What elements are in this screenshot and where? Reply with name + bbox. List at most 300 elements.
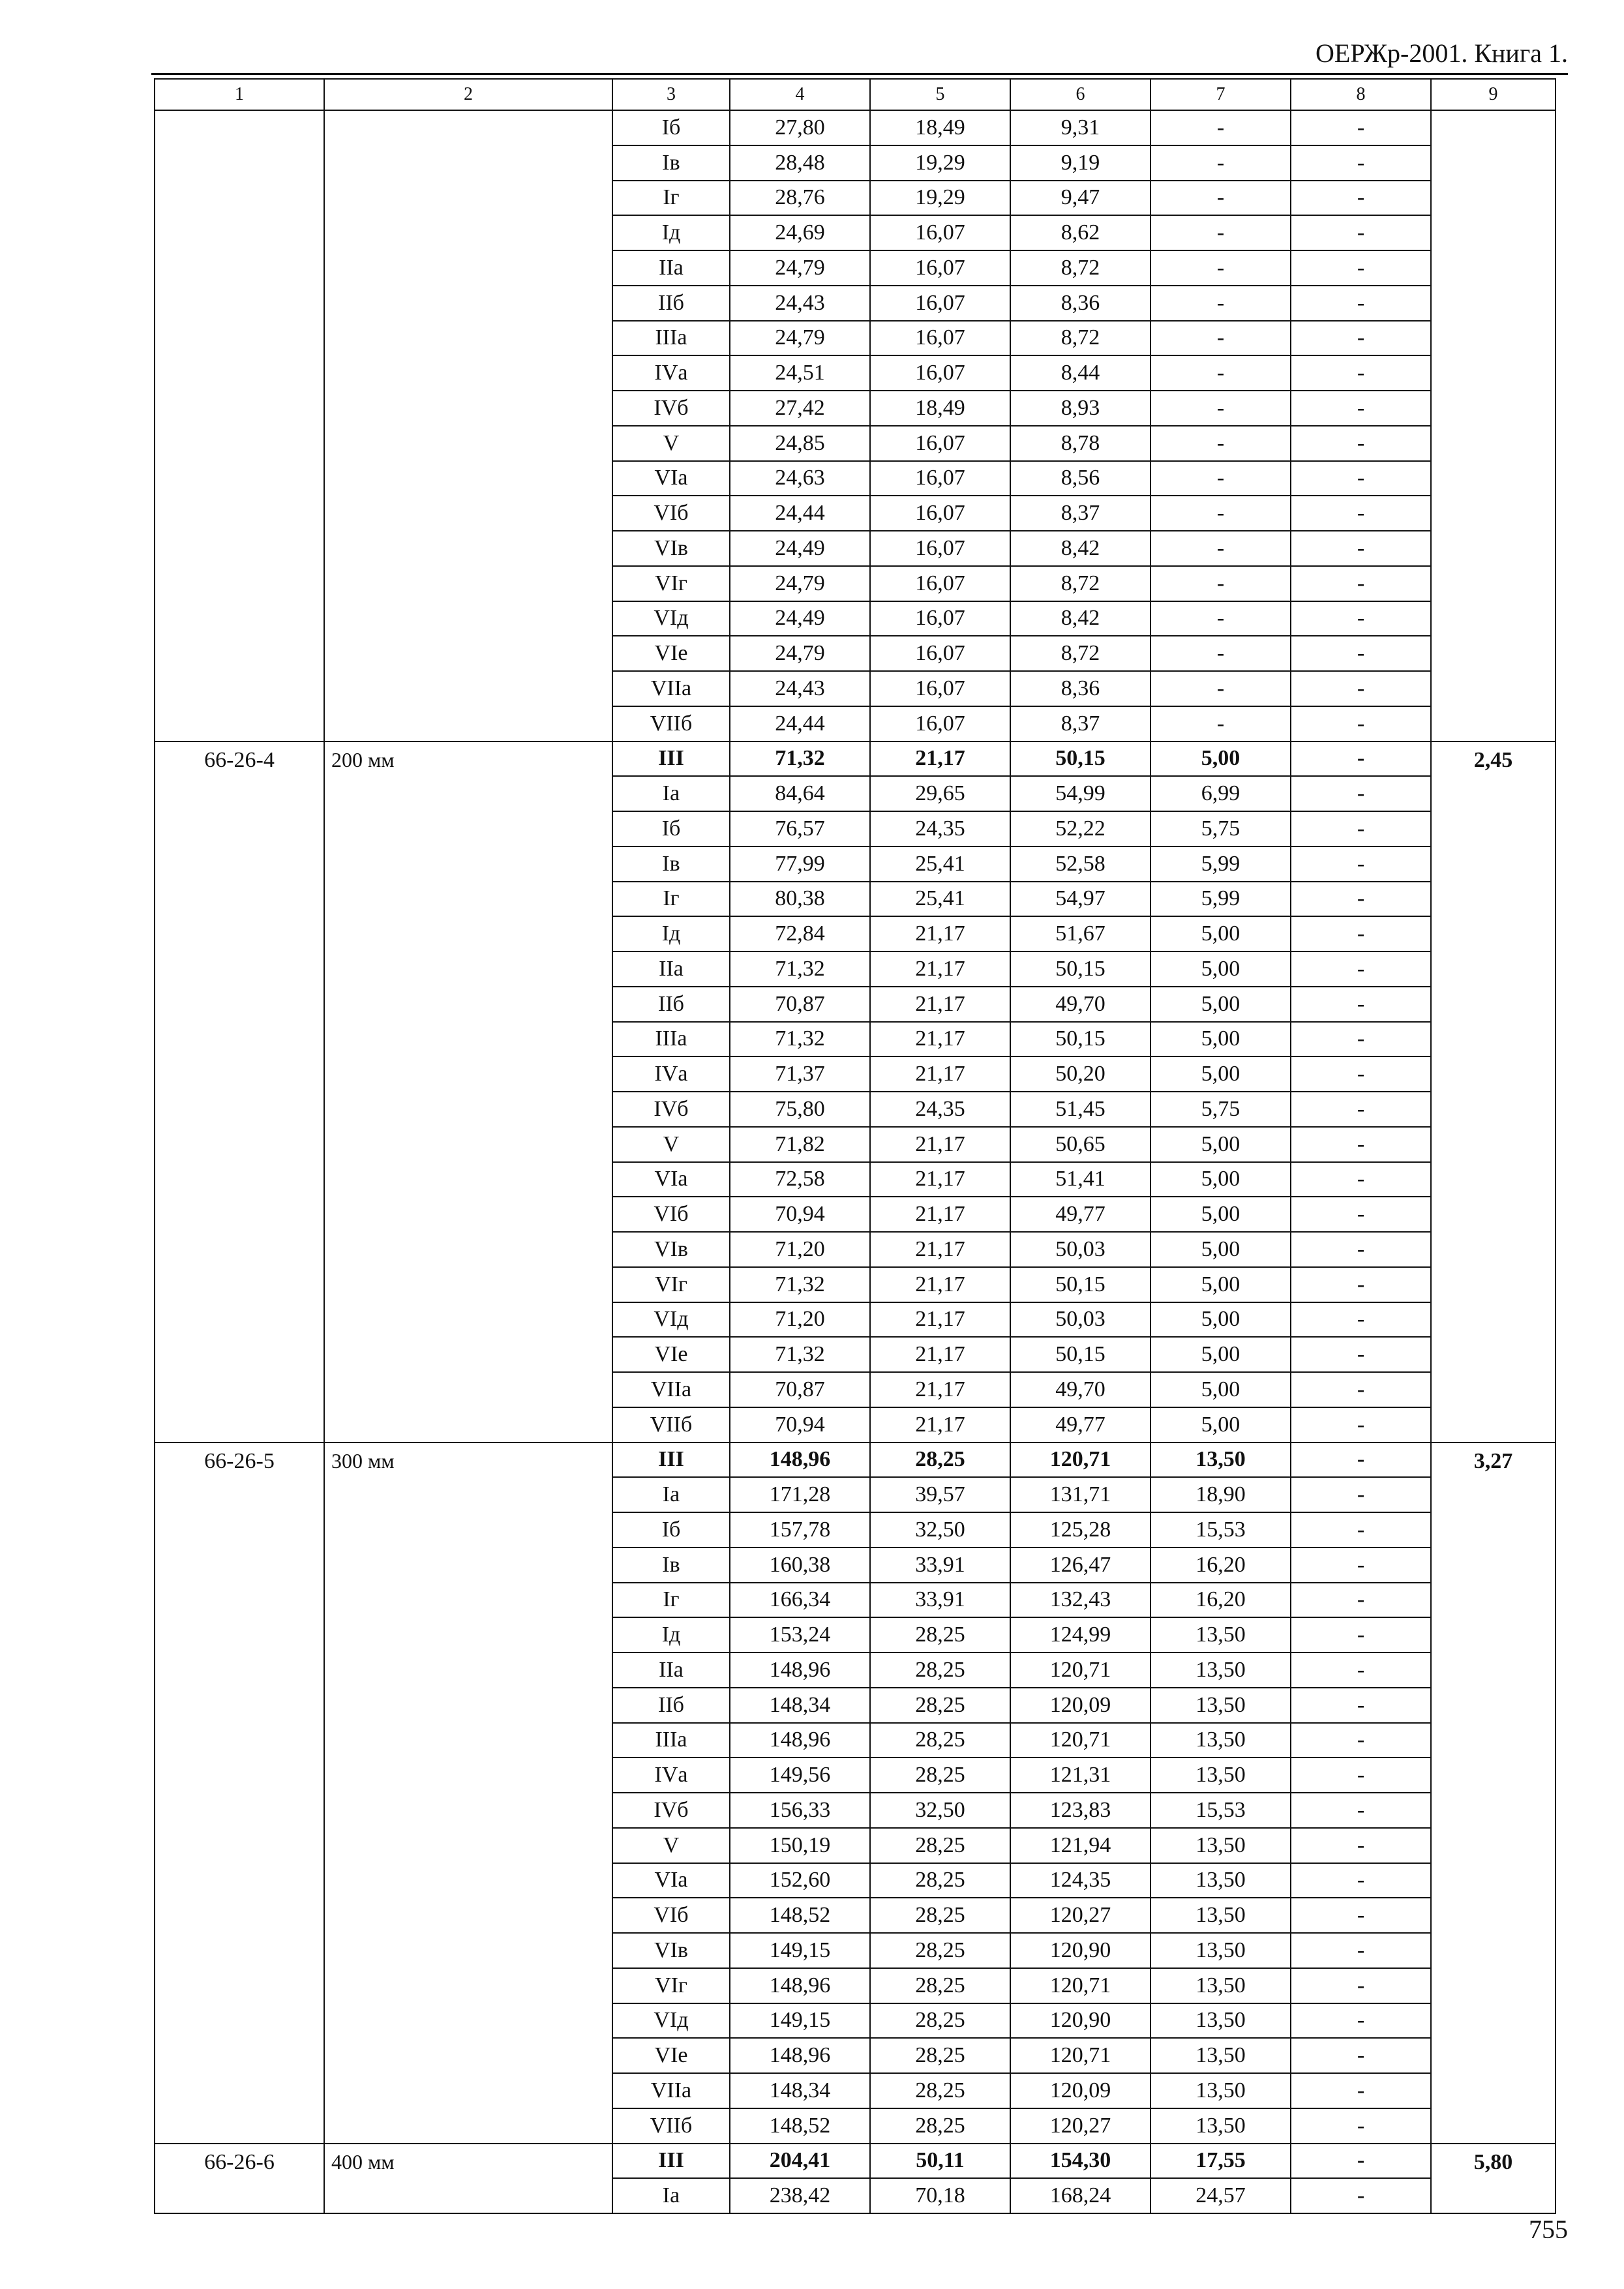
table-cell: 148,52: [730, 2108, 870, 2144]
table-cell: 16,07: [870, 426, 1010, 461]
table-cell: 13,50: [1150, 1688, 1291, 1723]
table-cell: -: [1291, 1863, 1431, 1898]
column-number: 4: [730, 79, 870, 110]
table-cell: -: [1291, 1583, 1431, 1618]
table-cell: 17,55: [1150, 2144, 1291, 2179]
table-cell: -: [1291, 1443, 1431, 1478]
table-cell: -: [1150, 110, 1291, 145]
table-cell: 71,32: [730, 741, 870, 777]
table-cell: 21,17: [870, 1056, 1010, 1092]
table-cell: -: [1150, 706, 1291, 741]
table-cell: -: [1291, 531, 1431, 566]
table-cell: 24,44: [730, 706, 870, 741]
table-cell: 5,00: [1150, 1337, 1291, 1372]
table-cell: -: [1291, 1092, 1431, 1127]
item-code: 66-26-6: [155, 2144, 324, 2214]
table-cell: -: [1291, 882, 1431, 917]
table-cell: -: [1291, 566, 1431, 601]
table-cell: VIе: [612, 2038, 730, 2073]
table-cell: 49,70: [1010, 1372, 1150, 1407]
item-code: 66-26-5: [155, 1443, 324, 2144]
table-cell: 28,25: [870, 2108, 1010, 2144]
table-cell: -: [1291, 250, 1431, 286]
table-cell: 28,25: [870, 2038, 1010, 2073]
table-cell: Iв: [612, 1548, 730, 1583]
table-row: [155, 110, 1556, 145]
table-cell: IIб: [612, 987, 730, 1022]
table-cell: -: [1150, 531, 1291, 566]
item-code: 66-26-4: [155, 741, 324, 1443]
table-cell: 8,37: [1010, 496, 1150, 531]
table-cell: 32,50: [870, 1793, 1010, 1828]
table-cell: 21,17: [870, 1022, 1010, 1057]
table-cell: 29,65: [870, 776, 1010, 811]
table-cell: -: [1291, 1898, 1431, 1933]
table-cell: IVа: [612, 1056, 730, 1092]
table-cell: 28,25: [870, 1898, 1010, 1933]
table-cell: 24,44: [730, 496, 870, 531]
item-size: 400 мм: [324, 2144, 612, 2214]
table-cell: 13,50: [1150, 1828, 1291, 1863]
table-cell: 132,43: [1010, 1583, 1150, 1618]
table-cell: -: [1150, 145, 1291, 181]
table-cell: 71,20: [730, 1232, 870, 1267]
table-cell: VIа: [612, 1162, 730, 1197]
table-cell: 8,36: [1010, 671, 1150, 706]
table-cell: -: [1291, 2073, 1431, 2108]
table-cell: 16,07: [870, 250, 1010, 286]
table-cell: III: [612, 2144, 730, 2179]
table-cell: VIIа: [612, 2073, 730, 2108]
table-cell: IIб: [612, 1688, 730, 1723]
table-cell: VIIа: [612, 1372, 730, 1407]
table-cell: IVа: [612, 1758, 730, 1793]
table-cell: 33,91: [870, 1548, 1010, 1583]
table-cell: 21,17: [870, 1407, 1010, 1443]
table-cell: 49,70: [1010, 987, 1150, 1022]
column-number: 7: [1150, 79, 1291, 110]
table-cell: 70,94: [730, 1197, 870, 1232]
table-cell: -: [1291, 1056, 1431, 1092]
table-cell: 8,44: [1010, 355, 1150, 391]
table-cell: 9,47: [1010, 181, 1150, 216]
table-cell: 16,07: [870, 461, 1010, 496]
table-cell: -: [1291, 1828, 1431, 1863]
table-cell: -: [1291, 1548, 1431, 1583]
table-cell: -: [1150, 636, 1291, 671]
table-cell: 171,28: [730, 1477, 870, 1512]
table-cell: 156,33: [730, 1793, 870, 1828]
table-cell: -: [1291, 1793, 1431, 1828]
table-cell: VIIб: [612, 1407, 730, 1443]
table-cell: 8,42: [1010, 601, 1150, 636]
table-cell: -: [1291, 2108, 1431, 2144]
table-cell: 124,99: [1010, 1617, 1150, 1653]
table-cell: -: [1291, 1477, 1431, 1512]
table-cell: 71,32: [730, 951, 870, 987]
column-number: 9: [1431, 79, 1556, 110]
table-cell: 21,17: [870, 1232, 1010, 1267]
table-cell: -: [1291, 1407, 1431, 1443]
column-number-row: [155, 79, 1556, 110]
table-cell: 5,00: [1150, 1232, 1291, 1267]
table-cell: 8,56: [1010, 461, 1150, 496]
table-cell: -: [1291, 1232, 1431, 1267]
table-cell: 5,00: [1150, 741, 1291, 777]
table-cell: 5,00: [1150, 1162, 1291, 1197]
table-cell: IIб: [612, 286, 730, 321]
table-cell: 160,38: [730, 1548, 870, 1583]
table-cell: 16,20: [1150, 1583, 1291, 1618]
table-cell: 13,50: [1150, 1968, 1291, 2003]
table-cell: -: [1291, 811, 1431, 846]
table-cell: VIв: [612, 531, 730, 566]
table-cell: 8,72: [1010, 566, 1150, 601]
table-cell: 120,71: [1010, 1443, 1150, 1478]
table-cell: 120,71: [1010, 1653, 1150, 1688]
table-cell: 148,34: [730, 2073, 870, 2108]
table-cell: 16,07: [870, 566, 1010, 601]
table-cell: -: [1291, 1723, 1431, 1758]
table-cell: -: [1291, 286, 1431, 321]
table-cell: 8,62: [1010, 215, 1150, 250]
table-cell: 28,25: [870, 1653, 1010, 1688]
table-cell: 5,00: [1150, 1267, 1291, 1302]
table-cell: 16,07: [870, 286, 1010, 321]
table-cell: Iа: [612, 2178, 730, 2213]
table-cell: IIа: [612, 1653, 730, 1688]
table-cell: 21,17: [870, 741, 1010, 777]
table-cell: 50,15: [1010, 741, 1150, 777]
table-cell: 52,22: [1010, 811, 1150, 846]
table-cell: -: [1291, 636, 1431, 671]
table-cell: 21,17: [870, 1372, 1010, 1407]
table-cell: 126,47: [1010, 1548, 1150, 1583]
table-cell: 54,99: [1010, 776, 1150, 811]
table-cell: 70,87: [730, 987, 870, 1022]
table-cell: 148,96: [730, 1653, 870, 1688]
table-cell: Iг: [612, 882, 730, 917]
table-cell: 28,25: [870, 1863, 1010, 1898]
table-cell: 24,51: [730, 355, 870, 391]
table-cell: 5,75: [1150, 1092, 1291, 1127]
table-cell: 120,09: [1010, 1688, 1150, 1723]
table-cell: 54,97: [1010, 882, 1150, 917]
table-cell: -: [1150, 671, 1291, 706]
table-cell: 13,50: [1150, 1933, 1291, 1968]
table-cell: 8,72: [1010, 636, 1150, 671]
table-cell: IIа: [612, 250, 730, 286]
table-cell: -: [1291, 741, 1431, 777]
table-cell: 5,00: [1150, 1127, 1291, 1162]
table-cell: 5,00: [1150, 1372, 1291, 1407]
item-size: [324, 110, 612, 741]
table-cell: 5,00: [1150, 1022, 1291, 1057]
table-cell: 27,80: [730, 110, 870, 145]
table-cell: 21,17: [870, 1162, 1010, 1197]
table-cell: 13,50: [1150, 2038, 1291, 2073]
table-cell: 124,35: [1010, 1863, 1150, 1898]
table-cell: 24,69: [730, 215, 870, 250]
table-cell: 19,29: [870, 145, 1010, 181]
table-cell: 168,24: [1010, 2178, 1150, 2213]
table-cell: -: [1291, 145, 1431, 181]
item-total: [1431, 110, 1556, 741]
table-cell: 24,79: [730, 566, 870, 601]
table-cell: -: [1291, 987, 1431, 1022]
table-cell: 28,76: [730, 181, 870, 216]
table-cell: VIв: [612, 1933, 730, 1968]
table-cell: 13,50: [1150, 1758, 1291, 1793]
table-cell: 16,07: [870, 636, 1010, 671]
table-cell: 28,25: [870, 1933, 1010, 1968]
table-cell: VIб: [612, 496, 730, 531]
table-cell: Iд: [612, 1617, 730, 1653]
table-cell: 5,00: [1150, 951, 1291, 987]
table-cell: -: [1291, 916, 1431, 951]
column-number: 8: [1291, 79, 1431, 110]
table-cell: -: [1291, 706, 1431, 741]
table-cell: 157,78: [730, 1512, 870, 1548]
table-cell: -: [1150, 426, 1291, 461]
table-cell: 25,41: [870, 846, 1010, 882]
table-cell: 13,50: [1150, 2073, 1291, 2108]
table-cell: -: [1291, 391, 1431, 426]
table-cell: 16,07: [870, 355, 1010, 391]
table-cell: VIб: [612, 1197, 730, 1232]
table-cell: 120,27: [1010, 1898, 1150, 1933]
table-cell: 131,71: [1010, 1477, 1150, 1512]
table-row: [155, 1443, 1556, 1478]
table-row: [155, 2144, 1556, 2179]
table-cell: -: [1150, 566, 1291, 601]
table-cell: 149,56: [730, 1758, 870, 1793]
table-cell: 5,99: [1150, 846, 1291, 882]
item-size: 300 мм: [324, 1443, 612, 2144]
table-cell: -: [1291, 1127, 1431, 1162]
table-cell: -: [1291, 1267, 1431, 1302]
table-cell: VIе: [612, 1337, 730, 1372]
table-cell: IVб: [612, 1092, 730, 1127]
table-cell: Iб: [612, 1512, 730, 1548]
table-cell: 13,50: [1150, 1863, 1291, 1898]
table-cell: 15,53: [1150, 1793, 1291, 1828]
table-cell: V: [612, 1828, 730, 1863]
table-cell: 16,07: [870, 671, 1010, 706]
table-cell: 16,07: [870, 321, 1010, 356]
table-cell: V: [612, 1127, 730, 1162]
table-cell: -: [1150, 250, 1291, 286]
table-cell: 50,65: [1010, 1127, 1150, 1162]
table-cell: 16,07: [870, 601, 1010, 636]
table-cell: 148,34: [730, 1688, 870, 1723]
table-cell: -: [1291, 110, 1431, 145]
table-cell: 120,27: [1010, 2108, 1150, 2144]
table-cell: 9,19: [1010, 145, 1150, 181]
table-cell: VIб: [612, 1898, 730, 1933]
table-cell: VIIа: [612, 671, 730, 706]
table-cell: 8,72: [1010, 250, 1150, 286]
table-cell: -: [1291, 181, 1431, 216]
table-cell: 152,60: [730, 1863, 870, 1898]
table-cell: 51,45: [1010, 1092, 1150, 1127]
table-cell: -: [1291, 1758, 1431, 1793]
table-cell: 28,25: [870, 1968, 1010, 2003]
column-number: 2: [324, 79, 612, 110]
table-cell: 24,43: [730, 286, 870, 321]
table-cell: 71,37: [730, 1056, 870, 1092]
table-cell: 148,96: [730, 2038, 870, 2073]
table-cell: -: [1291, 1617, 1431, 1653]
table-cell: 8,36: [1010, 286, 1150, 321]
table-cell: 120,90: [1010, 2003, 1150, 2039]
table-cell: -: [1150, 321, 1291, 356]
table-cell: 5,00: [1150, 1056, 1291, 1092]
item-total: 5,80: [1431, 2144, 1556, 2214]
table-cell: 123,83: [1010, 1793, 1150, 1828]
table-cell: -: [1291, 1512, 1431, 1548]
table-cell: 5,00: [1150, 916, 1291, 951]
table-cell: 148,96: [730, 1443, 870, 1478]
table-cell: 49,77: [1010, 1407, 1150, 1443]
table-cell: 120,71: [1010, 1723, 1150, 1758]
table-cell: 28,25: [870, 1723, 1010, 1758]
table-cell: 8,42: [1010, 531, 1150, 566]
header-rule: [151, 73, 1568, 75]
table-cell: 28,25: [870, 1617, 1010, 1653]
table-cell: 77,99: [730, 846, 870, 882]
table-cell: 21,17: [870, 1197, 1010, 1232]
table-cell: 8,93: [1010, 391, 1150, 426]
table-cell: VIг: [612, 1267, 730, 1302]
table-cell: -: [1291, 1933, 1431, 1968]
table-cell: 28,48: [730, 145, 870, 181]
table-cell: 72,58: [730, 1162, 870, 1197]
table-cell: 24,79: [730, 250, 870, 286]
table-cell: VIIб: [612, 706, 730, 741]
table-cell: 24,43: [730, 671, 870, 706]
table-cell: 71,32: [730, 1267, 870, 1302]
table-cell: 21,17: [870, 1127, 1010, 1162]
table-cell: 5,00: [1150, 1197, 1291, 1232]
table-cell: 166,34: [730, 1583, 870, 1618]
table-cell: 9,31: [1010, 110, 1150, 145]
table-cell: -: [1150, 215, 1291, 250]
table-cell: 120,71: [1010, 2038, 1150, 2073]
table-cell: 25,41: [870, 882, 1010, 917]
table-cell: 70,18: [870, 2178, 1010, 2213]
table-cell: 28,25: [870, 2073, 1010, 2108]
table-cell: -: [1291, 2003, 1431, 2039]
table-cell: 5,75: [1150, 811, 1291, 846]
running-header: ОЕРЖр-2001. Книга 1.: [1316, 38, 1568, 68]
item-code: [155, 110, 324, 741]
table-cell: VIв: [612, 1232, 730, 1267]
table-cell: -: [1291, 1302, 1431, 1338]
table-cell: VIа: [612, 1863, 730, 1898]
table-cell: -: [1150, 496, 1291, 531]
table-cell: -: [1291, 321, 1431, 356]
table-cell: -: [1150, 181, 1291, 216]
item-total: 3,27: [1431, 1443, 1556, 2144]
table-cell: 28,25: [870, 1688, 1010, 1723]
table-cell: -: [1150, 601, 1291, 636]
table-cell: VIе: [612, 636, 730, 671]
table-cell: 50,15: [1010, 1337, 1150, 1372]
table-cell: 21,17: [870, 987, 1010, 1022]
table-cell: 238,42: [730, 2178, 870, 2213]
table-cell: 51,67: [1010, 916, 1150, 951]
table-cell: VIа: [612, 461, 730, 496]
table-cell: 21,17: [870, 951, 1010, 987]
table-cell: 49,77: [1010, 1197, 1150, 1232]
table-cell: 28,25: [870, 2003, 1010, 2039]
table-cell: -: [1291, 355, 1431, 391]
table-cell: 71,82: [730, 1127, 870, 1162]
table-cell: 18,90: [1150, 1477, 1291, 1512]
table-cell: 15,53: [1150, 1512, 1291, 1548]
table-cell: Iг: [612, 181, 730, 216]
table-cell: Iд: [612, 215, 730, 250]
table-cell: -: [1291, 1688, 1431, 1723]
table-cell: 125,28: [1010, 1512, 1150, 1548]
table-cell: 154,30: [1010, 2144, 1150, 2179]
table-cell: 50,03: [1010, 1232, 1150, 1267]
table-cell: 149,15: [730, 2003, 870, 2039]
table-cell: -: [1291, 1197, 1431, 1232]
table-cell: VIIб: [612, 2108, 730, 2144]
table-cell: VIг: [612, 566, 730, 601]
table-cell: 8,72: [1010, 321, 1150, 356]
item-total: 2,45: [1431, 741, 1556, 1443]
table-cell: Iа: [612, 1477, 730, 1512]
table-cell: 24,79: [730, 321, 870, 356]
item-size: 200 мм: [324, 741, 612, 1443]
table-cell: 24,79: [730, 636, 870, 671]
column-number: 6: [1010, 79, 1150, 110]
column-number: 5: [870, 79, 1010, 110]
table-cell: 24,57: [1150, 2178, 1291, 2213]
table-cell: 19,29: [870, 181, 1010, 216]
table-cell: -: [1291, 2038, 1431, 2073]
table-cell: 16,07: [870, 531, 1010, 566]
table-cell: 120,71: [1010, 1968, 1150, 2003]
table-cell: 16,20: [1150, 1548, 1291, 1583]
table-cell: 71,32: [730, 1337, 870, 1372]
table-cell: 24,35: [870, 1092, 1010, 1127]
table-cell: VIд: [612, 1302, 730, 1338]
table-cell: Iа: [612, 776, 730, 811]
table-cell: 21,17: [870, 1337, 1010, 1372]
table-cell: 148,52: [730, 1898, 870, 1933]
table-cell: -: [1150, 391, 1291, 426]
table-cell: 6,99: [1150, 776, 1291, 811]
table-cell: Iв: [612, 846, 730, 882]
table-cell: 28,25: [870, 1828, 1010, 1863]
table-cell: 120,90: [1010, 1933, 1150, 1968]
table-cell: 18,49: [870, 110, 1010, 145]
table-cell: 50,11: [870, 2144, 1010, 2179]
table-cell: 70,87: [730, 1372, 870, 1407]
table-cell: -: [1291, 2178, 1431, 2213]
table-cell: 27,42: [730, 391, 870, 426]
table-cell: 51,41: [1010, 1162, 1150, 1197]
table-cell: IVб: [612, 1793, 730, 1828]
table-cell: -: [1291, 461, 1431, 496]
table-cell: 21,17: [870, 916, 1010, 951]
table-row: [155, 741, 1556, 777]
table-cell: IVа: [612, 355, 730, 391]
